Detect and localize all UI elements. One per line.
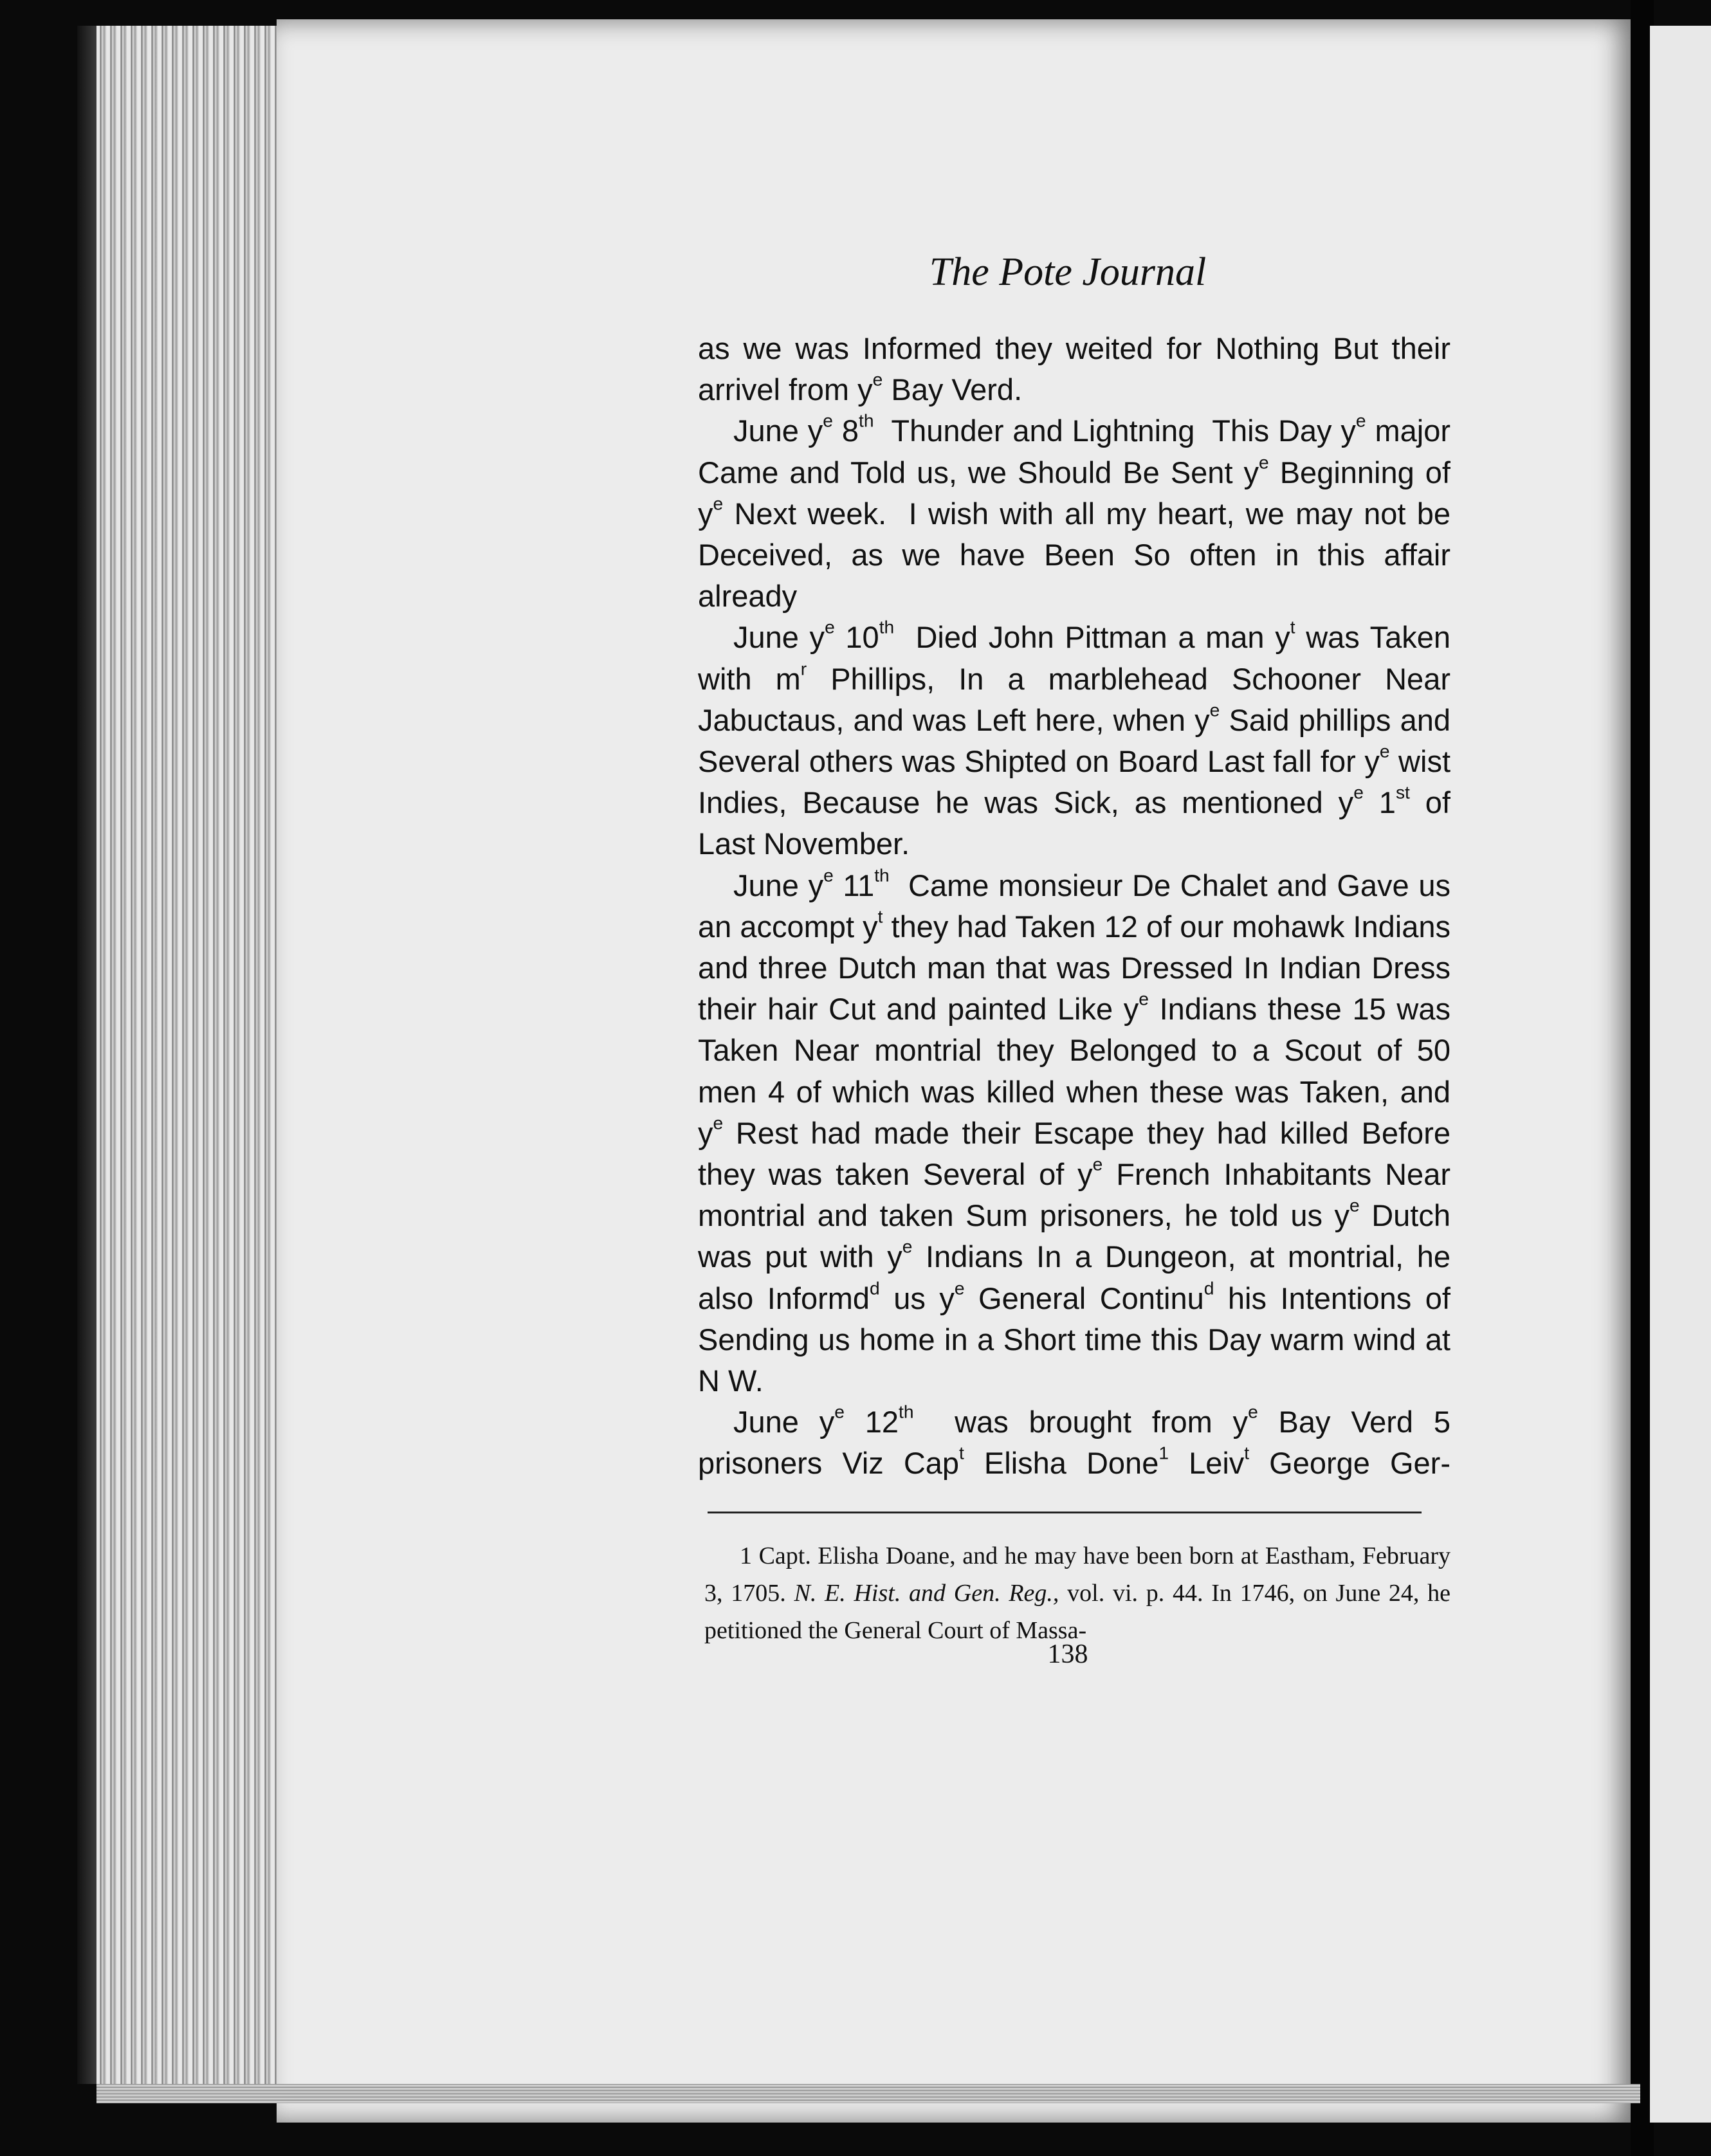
journal-text [698,328,1450,1485]
footnote-text-b: vol. vi. p. 44. In 1746, on June 24, he petitioned the General Court of Massa- [704,1580,1451,1644]
book-page-edges [96,26,289,2084]
entry-june-8: June $y^e$ 8th Thunder and Lightning This Day $y^e$ major Came and Told us, we Should Be Sent $y^e$ Beginning of $y^e$ Next week. I wish with all my heart, we may not be Deceived, as we have Been So often in this affair already [698,410,1450,614]
footnote [704,1537,1450,1649]
footnote-number: 1 [740,1542,752,1569]
entry-june-12: June $y^e$ 12th was brought from $y^e$ Bay Verd 5 prisoners Viz Cap$^t$ Elisha Done$^1$ Leiv$^t$ George Ger- [698,1401,1450,1481]
page-number: 138 [1047,1640,1088,1669]
facing-page-edge [1650,26,1711,2123]
paragraph-continuation: as we was Informed they weited for Nothing But their arrivel from $y^e$ Bay Verd. [698,331,1450,407]
book-bottom-edge [96,2084,1640,2103]
running-head: The Pote Journal [929,250,1207,294]
footnote-text-a: Capt. Elisha Doane, and he may have been born at Eastham, February 3, 1705. [704,1542,1450,1607]
entry-june-11: June $y^e$ 11th Came monsieur De Chalet and Gave us an accompt $y^t$ they had Taken 12 of our mohawk Indians and three Dutch man that was Dressed In Indian Dress their hair Cut and painted Like $y^e$ Indians these 15 was Taken Near montrial they Belonged to a Scout of 50 men 4 of which was killed when these was Taken, and $y^e$ Rest had made their Escape they had killed Before they was taken Several of $y^e$ French Inhabitants Near montrial and taken Sum prisoners, he told us $y^e$ Dutch was put with $y^e$ Indians In a Dungeon, at montrial, he also Informd$^d$ us $y^e$ General Continu$^d$ his Intentions of Sending us home in a Short time this Day warm wind at N W. [698,864,1451,1398]
entry-june-10: June $y^e$ 10th Died John Pittman a man $y^t$ was Taken with $m^r$ Phillips, In a marblehead Schooner Near Jabuctaus, and was Left here, when $y^e$ Said phillips and Several others was Shipted on Board Last fall for $y^e$ wist Indies, Because he was Sick, as mentioned $y^e$ 1st of Last November. [698,616,1450,861]
footnote-rule [708,1512,1422,1513]
footnote-citation: N. E. Hist. and Gen. Reg., [794,1580,1059,1607]
